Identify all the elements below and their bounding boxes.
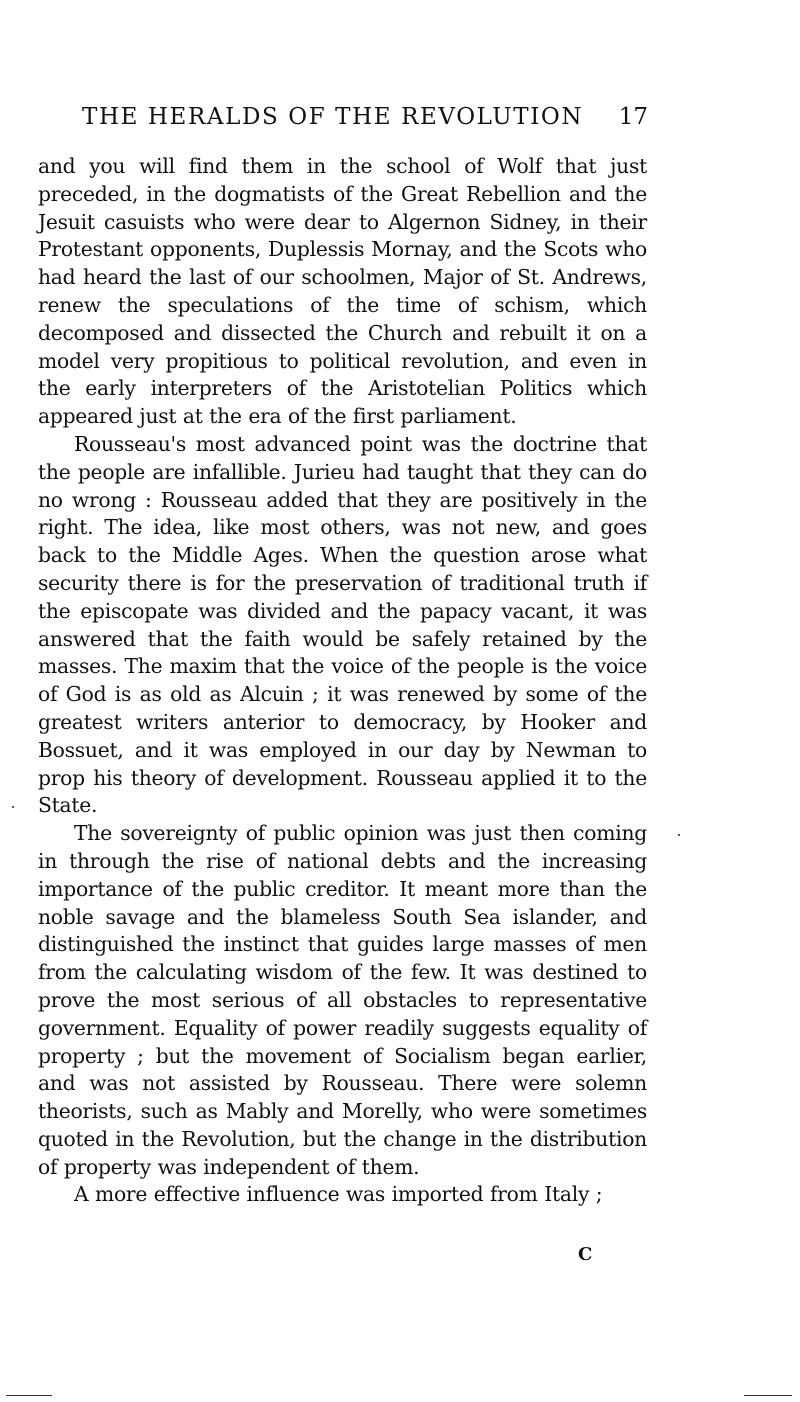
body-text xyxy=(38,153,647,1209)
paragraph-1: and you will find them in the school of Wolf that just preceded, in the dogmatists of the Great Rebellion and the Jesuit casuists who were dear to Algernon Sidney, in their Protestant opponents, Duplessis Mornay, and the Scots who had heard the last of our schoolmen, Major of St. Andrews, renew the speculations of the time of schism, which decomposed and dissected the Church and rebuilt it on a model very propitious to political revolution, and even in the early interpreters of the Aristotelian Politics which appeared just at the era of the first parliament. xyxy=(38,154,647,429)
margin-speck-left xyxy=(12,806,14,808)
paragraph-4: A more effective influence was imported from Italy ; xyxy=(74,1182,603,1207)
page-number: 17 xyxy=(618,104,648,130)
bottom-rule-left xyxy=(6,1395,52,1396)
margin-speck-right xyxy=(678,834,680,836)
page-header xyxy=(82,104,648,134)
signature-mark: C xyxy=(578,1244,594,1265)
running-head: THE HERALDS OF THE REVOLUTION xyxy=(82,104,584,130)
paragraph-3: The sovereignty of public opinion was just then coming in through the rise of national debts and the increasing importance of the public creditor. It meant more than the noble savage and the blameless South Sea islander, and distinguished the instinct that guides large masses of men from the calculating wisdom of the few. It was destined to prove the most serious of all obstacles to representative government. Equality of power readily suggests equality of property ; but the movement of Socialism began earlier, and was not assisted by Rousseau. There were solemn theorists, such as Mably and Morelly, who were sometimes quoted in the Revolution, but the change in the distribution of property was independent of them. xyxy=(38,821,647,1179)
bottom-rule-right xyxy=(744,1395,792,1396)
paragraph-2: Rousseau's most advanced point was the doctrine that the people are infallible. Jurieu had taught that they can do no wrong : Rousseau added that they are positively in the right. The idea, like most others, was not new, and goes back to the Middle Ages. When the question arose what security there is for the preservation of traditional truth if the episcopate was divided and the papacy vacant, it was answered that the faith would be safely retained by the masses. The maxim that the voice of the people is the voice of God is as old as Alcuin ; it was renewed by some of the greatest writers anterior to democracy, by Hooker and Bossuet, and it was employed in our day by Newman to prop his theory of development. Rousseau applied it to the State. xyxy=(38,431,647,818)
